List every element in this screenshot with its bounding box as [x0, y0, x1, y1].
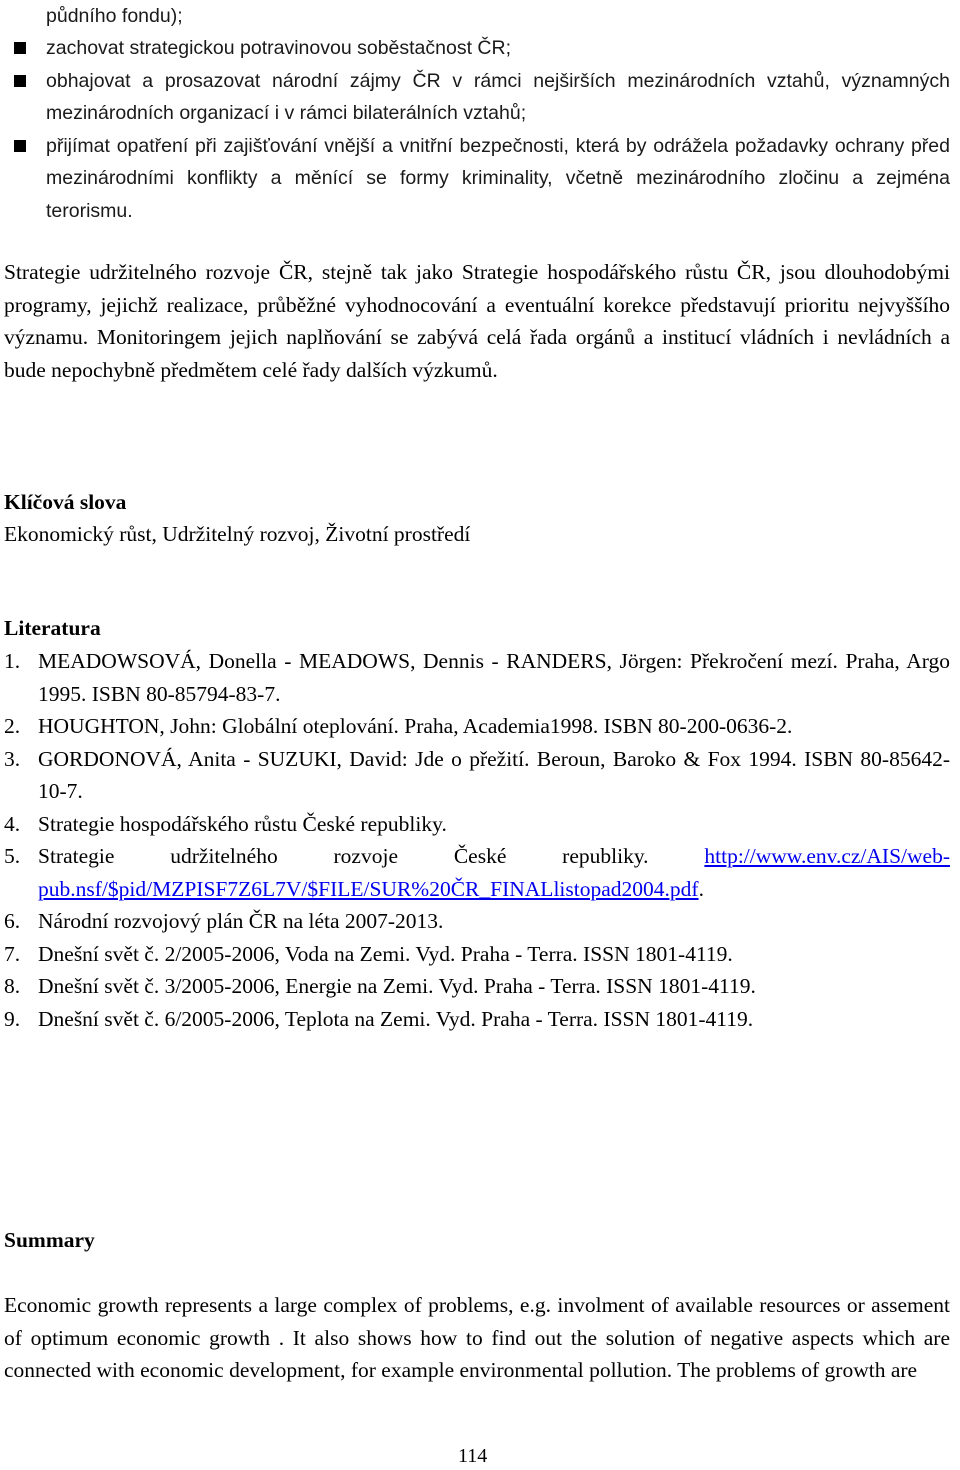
square-bullet-icon: [14, 42, 26, 54]
reference-text: Strategie hospodářského růstu České republiky.: [38, 811, 447, 836]
reference-text: Národní rozvojový plán ČR na léta 2007-2013.: [38, 909, 444, 933]
square-bullet-icon: [14, 75, 26, 87]
bullet-continuation: půdního fondu);: [46, 5, 183, 27]
bullet-text: zachovat strategickou potravinovou soběstačnost ČR;: [46, 37, 512, 59]
bullet-item: [4, 130, 950, 228]
reference-text: Dnešní svět č. 6/2005-2006, Teplota na Zemi. Vyd. Praha - Terra. ISSN 1801-4119.: [38, 1006, 754, 1031]
literature-heading: Literatura: [4, 616, 101, 640]
reference-item: [4, 938, 950, 971]
reference-item: [4, 808, 950, 841]
reference-text: Dnešní svět č. 3/2005-2006, Energie na Zemi. Vyd. Praha - Terra. ISSN 1801-4119.: [38, 974, 756, 998]
reference-item: [4, 743, 950, 808]
reference-number: 5.: [4, 844, 21, 868]
summary-heading: Summary: [4, 1228, 95, 1252]
reference-list: [4, 645, 950, 1035]
reference-text: Strategie udržitelného rozvoje České republiky.: [38, 844, 705, 868]
bullet-item: [4, 32, 950, 65]
reference-text: MEADOWSOVÁ, Donella - MEADOWS, Dennis - RANDERS, Jörgen: Překročení mezí. Praha, Argo 1995. ISBN 80-85794-83-7.: [38, 649, 950, 706]
reference-number: 1.: [4, 649, 21, 673]
reference-url-link[interactable]: http://www.env.cz/AIS/web-pub.nsf/$pid/MZPISF7Z6L7V/$FILE/SUR%20ČR_FINALlistopad2004.pdf: [38, 844, 950, 901]
bullet-item: [4, 65, 950, 130]
reference-item: [4, 710, 950, 743]
reference-number: 7.: [4, 941, 21, 966]
reference-item: [4, 1003, 950, 1036]
bullet-text: obhajovat a prosazovat národní zájmy ČR v rámci nejširších mezinárodních vztahů, významných mezinárodních organizací i v rámci bilaterálních vztahů;: [46, 69, 950, 124]
reference-item: [4, 905, 950, 938]
reference-text-end: .: [698, 876, 704, 901]
reference-text: GORDONOVÁ, Anita - SUZUKI, David: Jde o přežití. Beroun, Baroko & Fox 1994. ISBN 80-85642-10-7.: [38, 746, 950, 803]
keywords-heading: Klíčová slova: [4, 490, 127, 514]
reference-number: 6.: [4, 909, 21, 933]
reference-number: 9.: [4, 1006, 21, 1031]
reference-item: [4, 645, 950, 710]
bullet-list: [4, 32, 950, 227]
square-bullet-icon: [14, 140, 26, 152]
keywords-text: Ekonomický růst, Udržitelný rozvoj, Životní prostředí: [4, 522, 471, 546]
summary-paragraph: Economic growth represents a large complex of problems, e.g. involment of available resources or assement of optimum economic growth . It also shows how to find out the solution of negative aspects which are connected with economic development, for example environmental pollution. The problems of growth are: [4, 1293, 950, 1382]
reference-number: 8.: [4, 974, 21, 998]
reference-item: [4, 840, 950, 905]
reference-number: 2.: [4, 714, 21, 738]
reference-text: HOUGHTON, John: Globální oteplování. Praha, Academia1998. ISBN 80-200-0636-2.: [38, 714, 793, 738]
reference-text: Dnešní svět č. 2/2005-2006, Voda na Zemi. Vyd. Praha - Terra. ISSN 1801-4119.: [38, 941, 733, 966]
bullet-text: přijímat opatření při zajišťování vnější a vnitřní bezpečnosti, která by odrážela požadavky ochrany před mezinárodními konflikty a měnící se formy kriminality, včetně mezinárodního zločinu a zejména terorismu.: [46, 134, 950, 222]
strategy-paragraph: Strategie udržitelného rozvoje ČR, stejně tak jako Strategie hospodářského růstu ČR, jsou dlouhodobými programy, jejichž realizace, průběžné vyhodnocování a eventuální korekce představují prioritu nejvyššího významu. Monitoringem jejich naplňování se zabývá celá řada orgánů a institucí vládních i nevládních a bude nepochybně předmětem celé řady dalších výzkumů.: [4, 260, 950, 382]
reference-item: [4, 970, 950, 1003]
page-number: 114: [458, 1445, 488, 1467]
reference-number: 4.: [4, 811, 21, 836]
reference-number: 3.: [4, 746, 21, 771]
